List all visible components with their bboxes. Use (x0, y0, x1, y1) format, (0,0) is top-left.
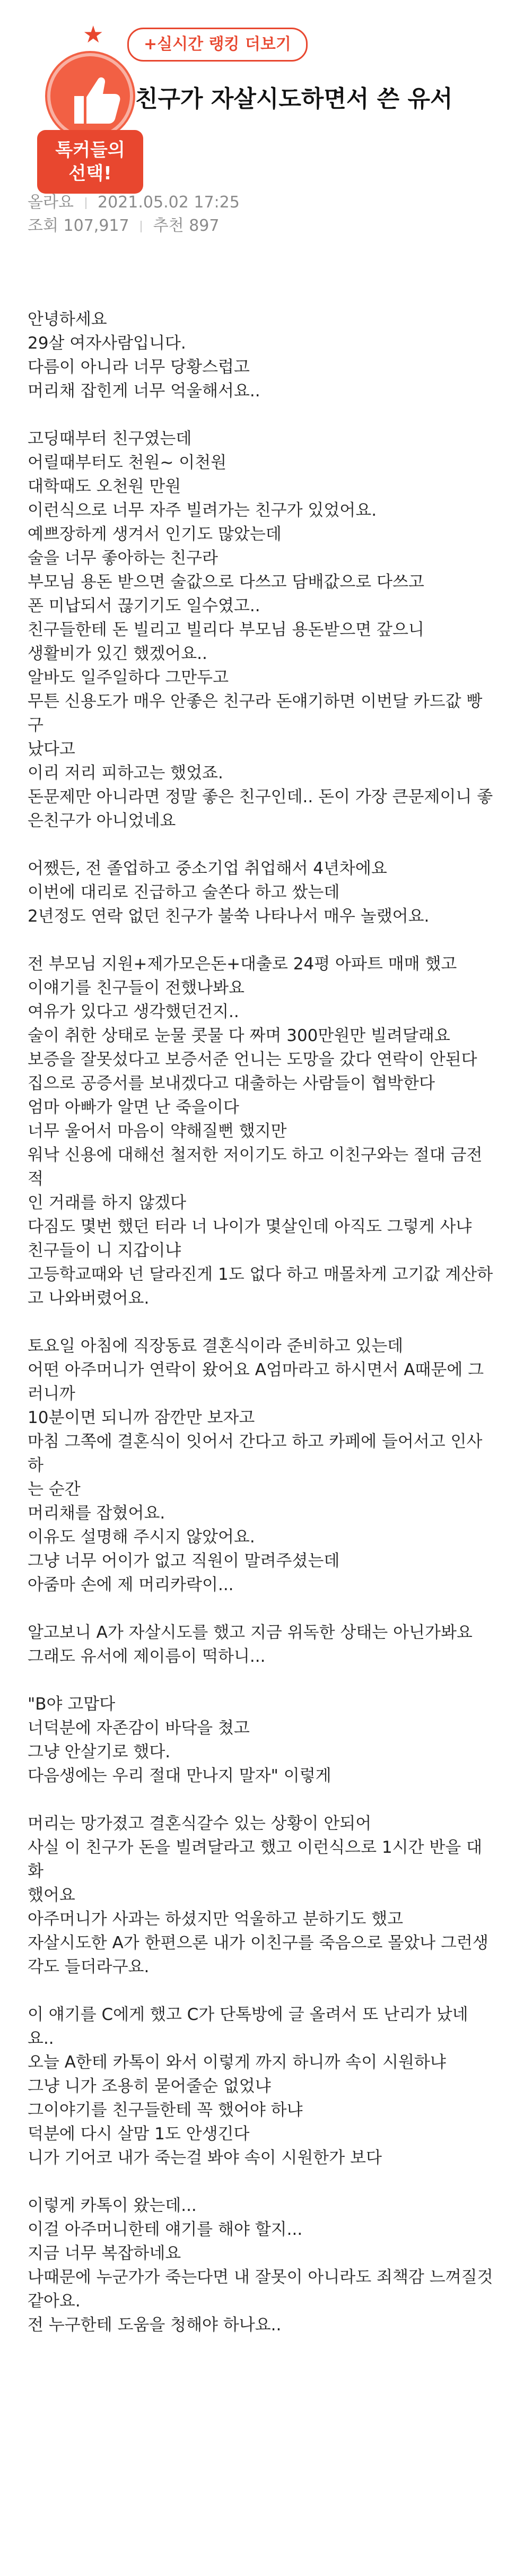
body-line: 생활비가 있긴 했겠어요.. (28, 644, 207, 663)
post-date: 2021.05.02 17:25 (98, 193, 240, 212)
body-line: "B야 고맙다 (28, 1695, 116, 1714)
body-line: 알고보니 A가 자살시도를 했고 지금 위독한 상태는 아닌가봐요 (28, 1623, 473, 1642)
post-title: 친구가 자살시도하면서 쓴 유서 (135, 85, 453, 112)
body-line: 다음생에는 우리 절대 만나지 말자" 이렇게 (28, 1766, 331, 1785)
body-line: 예쁘장하게 생겨서 인기도 많았는데 (28, 525, 282, 544)
body-line: 폰 미납되서 끊기기도 일수였고.. (28, 596, 260, 615)
body-line: 각도 들더라구요. (28, 1957, 150, 1976)
body-line: 그냥 니가 조용히 묻어줄순 없었냐 (28, 2077, 271, 2096)
body-line: 친구들이 니 지갑이냐 (28, 1241, 181, 1260)
body-line: 너무 울어서 마음이 약해질뻔 했지만 (28, 1122, 287, 1141)
body-line: 2년정도 연락 없던 친구가 불쑥 나타나서 매우 놀랬어요. (28, 907, 430, 926)
body-line: 이얘기를 친구들이 전했나봐요 (28, 978, 245, 998)
body-line: 오늘 A한테 카톡이 와서 이렇게 까지 하니까 속이 시원하냐 (28, 2053, 446, 2072)
body-line: 인 거래를 하지 않겠다 (28, 1193, 187, 1212)
body-line: 이런식으로 너무 자주 빌려가는 친구가 있었어요. (28, 501, 377, 520)
body-line (28, 833, 494, 857)
body-line: 니가 기어코 내가 죽는걸 봐야 속이 시원한가 보다 (28, 2148, 382, 2167)
body-line: 알바도 일주일하다 그만두고 (28, 668, 229, 687)
body-line: 고등학교때와 넌 달라진게 1도 없다 하고 매몰차게 고기값 계산하 (28, 1265, 493, 1284)
body-line: 그이야기를 친구들한테 꼭 했어야 하냐 (28, 2101, 303, 2120)
meta-divider (85, 197, 86, 209)
body-line: 는 순간 (28, 1480, 81, 1499)
body-line: 이유도 설명해 주시지 않았어요. (28, 1528, 255, 1547)
body-line (28, 2170, 494, 2194)
body-line: 이걸 아주머니한테 얘기를 해야 할지... (28, 2220, 303, 2239)
body-line: 너덕분에 자존감이 바닥을 쳤고 (28, 1719, 250, 1738)
star-icon: ★ (83, 21, 104, 48)
body-line: 다름이 아니라 너무 당황스럽고 (28, 358, 250, 377)
body-line: 토요일 아침에 직장동료 결혼식이라 준비하고 있는데 (28, 1337, 404, 1356)
recs-label: 추천 (153, 216, 184, 235)
body-line: 29살 여자사람입니다. (28, 334, 186, 353)
body-line: 덕분에 다시 살맘 1도 안생긴다 (28, 2124, 250, 2144)
body-line (28, 929, 494, 952)
body-line: 어떤 아주머니가 연락이 왔어요 A엄마라고 하시면서 A때문에 그 (28, 1360, 484, 1380)
badge-ribbon (37, 130, 143, 194)
body-line: 사실 이 친구가 돈을 빌려달라고 했고 이런식으로 1시간 반을 대화 (28, 1838, 483, 1881)
body-line: 머리채를 잡혔어요. (28, 1504, 165, 1523)
views-label: 조회 (28, 216, 58, 235)
body-line: 그냥 너무 어이가 없고 직원이 말려주셨는데 (28, 1551, 340, 1571)
author-name[interactable]: 올라요 (28, 193, 74, 212)
body-line: 부모님 용돈 받으면 술값으로 다쓰고 담배값으로 다쓰고 (28, 573, 424, 592)
body-line: 이렇게 카톡이 왔는데... (28, 2196, 197, 2215)
body-line: 이리 저리 피하고는 했었죠. (28, 764, 223, 783)
body-line: 대학때도 오천원 만원 (28, 477, 181, 496)
post-body (28, 308, 494, 2337)
body-line (28, 403, 494, 427)
body-line: 술이 취한 상태로 눈물 콧물 다 짜며 300만원만 빌려달래요 (28, 1026, 450, 1045)
body-line: 안녕하세요 (28, 310, 107, 329)
post-header (0, 0, 515, 235)
body-line: 집으로 공증서를 보내겠다고 대출하는 사람들이 협박한다 (28, 1074, 435, 1093)
body-line: 전 누구한테 도움을 청해야 하나요.. (28, 2315, 282, 2335)
body-line: 술을 너무 좋아하는 친구라 (28, 549, 218, 568)
body-line: 이 얘기를 C에게 했고 C가 단톡방에 글 올려서 또 난리가 났네요.. (28, 2005, 468, 2048)
body-line: 어릴때부터도 천원~ 이천원 (28, 453, 227, 472)
body-line: 같아요. (28, 2292, 81, 2311)
recs-count: 897 (189, 216, 220, 235)
body-line: 고 나와버렸어요. (28, 1289, 150, 1308)
body-line: 났다고 (28, 740, 75, 759)
body-line: 아줌마 손에 제 머리카락이... (28, 1575, 234, 1594)
body-line: 은친구가 아니었네요 (28, 811, 176, 830)
thumbs-up-icon (45, 51, 135, 141)
body-line: 나때문에 누군가가 죽는다면 내 잘못이 아니라도 죄책감 느껴질것 (28, 2268, 493, 2287)
body-line: 돈문제만 아니라면 정말 좋은 친구인데.. 돈이 가장 큰문제이니 좋 (28, 787, 493, 806)
body-line: 머리는 망가졌고 결혼식갈수 있는 상황이 안되어 (28, 1814, 372, 1833)
body-line (28, 1979, 494, 2003)
body-line: 고딩때부터 친구였는데 (28, 429, 192, 448)
body-line (28, 1788, 494, 1812)
body-line: 친구들한테 돈 빌리고 빌리다 부모님 용돈받으면 갚으니 (28, 620, 424, 639)
body-line: 10분이면 되니까 잠깐만 보자고 (28, 1408, 255, 1427)
body-line: 아주머니가 사과는 하셨지만 억울하고 분하기도 했고 (28, 1910, 404, 1929)
body-line: 그래도 유서에 제이름이 떡하니... (28, 1647, 266, 1666)
body-line: 보증을 잘못섰다고 보증서준 언니는 도망을 갔다 연락이 안된다 (28, 1050, 477, 1069)
views-count: 107,917 (63, 216, 129, 235)
meta-divider (141, 221, 142, 232)
body-line: 워낙 신용에 대해선 철저한 저이기도 하고 이친구와는 절대 금전적 (28, 1146, 483, 1189)
body-line: 무튼 신용도가 매우 안좋은 친구라 돈얘기하면 이번달 카드값 빵구 (28, 692, 483, 735)
body-line: 러니까 (28, 1384, 75, 1403)
body-line (28, 1669, 494, 1693)
body-line: 이번에 대리로 진급하고 술쏜다 하고 쌌는데 (28, 883, 340, 902)
badge-text: 톡커들의 선택! (55, 140, 125, 184)
body-line: 했어요 (28, 1886, 75, 1905)
body-line: 다짐도 몇번 했던 터라 너 나이가 몇살인데 아직도 그렇게 사냐 (28, 1217, 472, 1236)
body-line: 자살시도한 A가 한편으론 내가 이친구를 죽음으로 몰았나 그런생 (28, 1933, 488, 1953)
body-line: 그냥 안살기로 했다. (28, 1742, 171, 1762)
body-line: 어쨌든, 전 졸업하고 중소기업 취업해서 4년차에요 (28, 859, 387, 878)
body-line: 여유가 있다고 생각했던건지.. (28, 1002, 239, 1021)
post-meta (28, 191, 240, 238)
body-line: 머리채 잡힌게 너무 억울해서요.. (28, 381, 260, 401)
body-line (28, 1311, 494, 1334)
body-line: 지금 너무 복잡하네요 (28, 2244, 181, 2263)
realtime-ranking-link[interactable]: +실시간 랭킹 더보기 (127, 28, 308, 62)
body-line: 엄마 아빠가 알면 난 죽을이다 (28, 1098, 239, 1117)
body-line: 마침 그쪽에 결혼식이 잇어서 간다고 하고 카페에 들어서고 인사하 (28, 1432, 483, 1475)
body-line (28, 1597, 494, 1621)
body-line: 전 부모님 지원+제가모은돈+대출로 24평 아파트 매매 했고 (28, 955, 457, 974)
